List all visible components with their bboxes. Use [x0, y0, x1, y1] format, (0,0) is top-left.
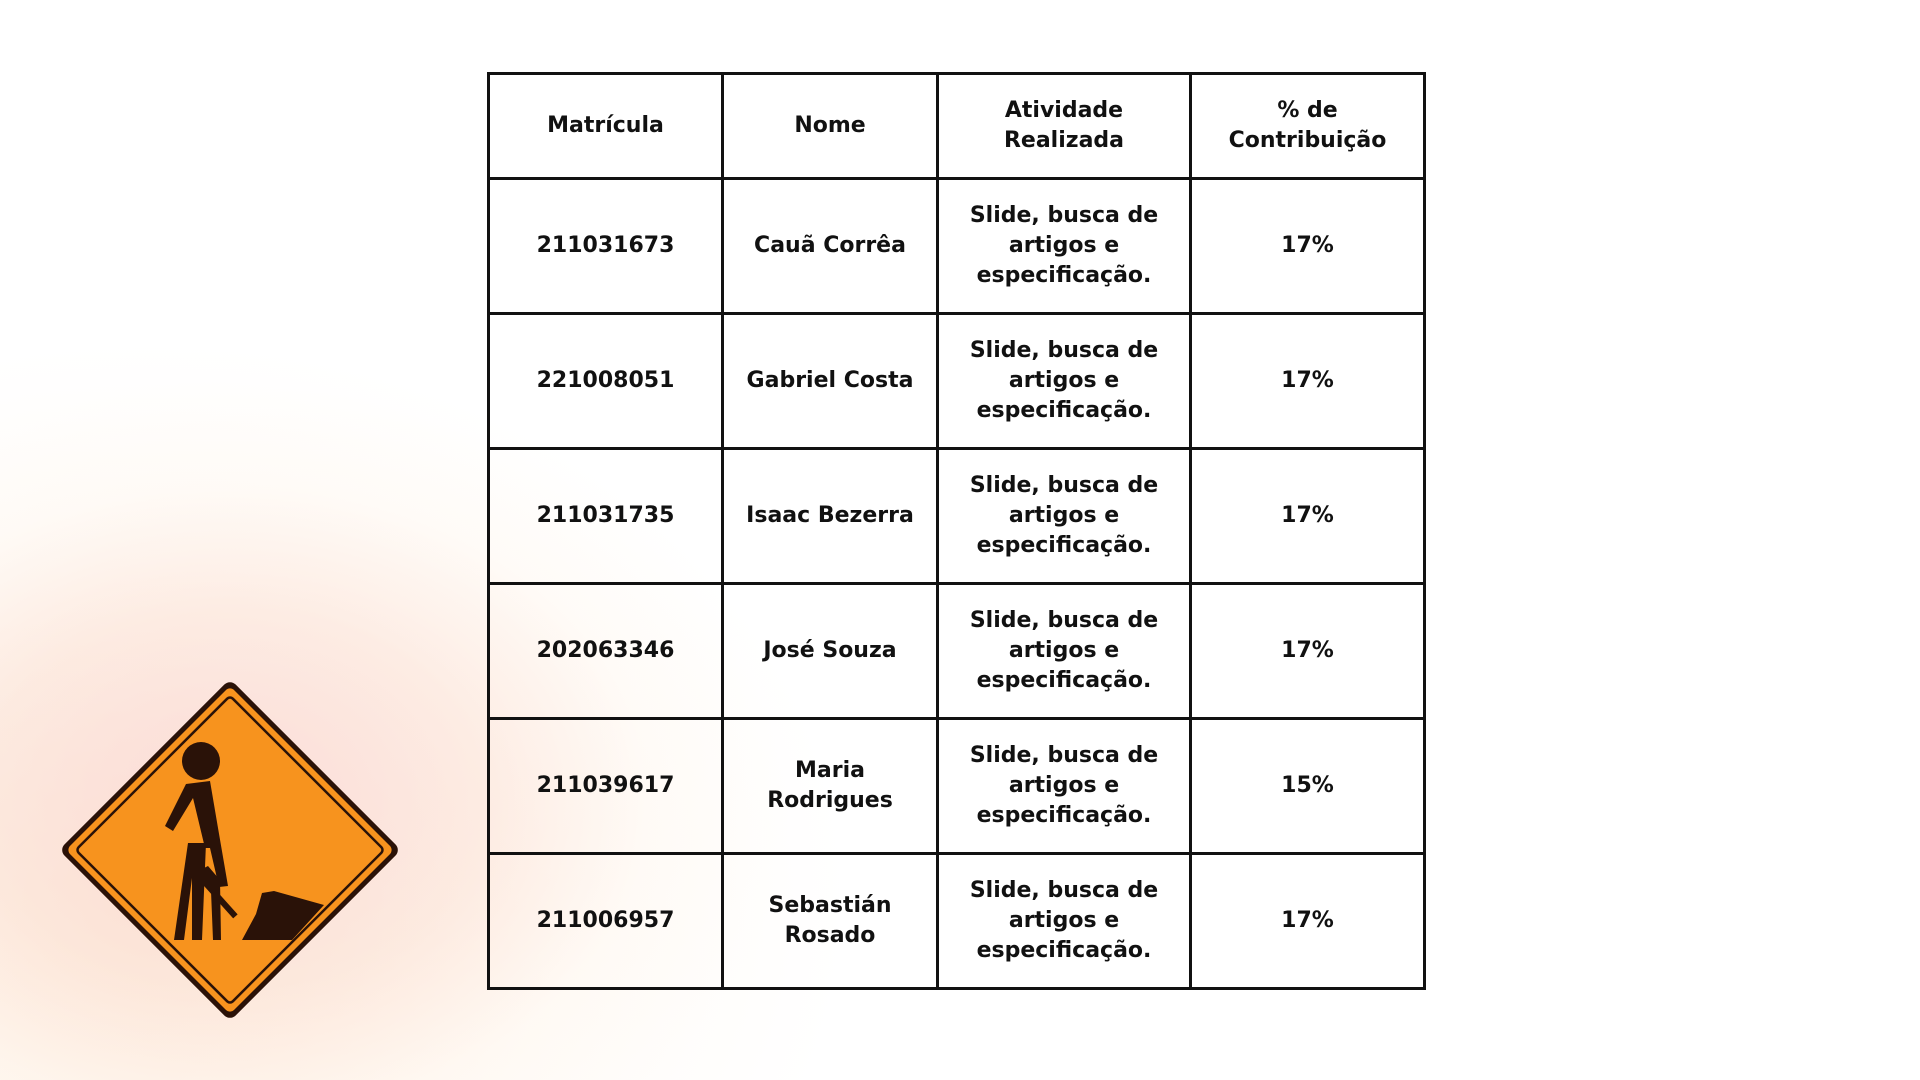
table-row — [489, 449, 1425, 584]
table-row — [489, 719, 1425, 854]
activity-line1: Slide, busca de — [969, 203, 1159, 228]
registration-value: 211031673 — [536, 233, 675, 258]
cell-name — [723, 179, 938, 314]
activity-line2: artigos e — [1008, 368, 1120, 393]
activity-line3: especificação. — [976, 668, 1152, 693]
cell-registration — [489, 719, 723, 854]
activity-line3: especificação. — [976, 803, 1152, 828]
cell-activity — [938, 314, 1191, 449]
activity-line3: especificação. — [976, 398, 1152, 423]
cell-contribution — [1191, 179, 1425, 314]
name-line1: Isaac Bezerra — [746, 503, 914, 528]
contribution-value: 17% — [1281, 368, 1334, 393]
table-header-row — [489, 74, 1425, 179]
table-row — [489, 314, 1425, 449]
activity-line2: artigos e — [1008, 638, 1120, 663]
cell-registration — [489, 179, 723, 314]
header-activity — [938, 74, 1191, 179]
cell-name — [723, 449, 938, 584]
activity-line3: especificação. — [976, 263, 1152, 288]
cell-registration — [489, 854, 723, 989]
name-line2: Rodrigues — [767, 788, 893, 813]
registration-value: 211039617 — [536, 773, 675, 798]
cell-activity — [938, 584, 1191, 719]
registration-value: 202063346 — [536, 638, 675, 663]
contribution-value: 17% — [1281, 233, 1334, 258]
sign-face — [66, 686, 394, 1014]
header-contribution-line1: % de — [1277, 98, 1338, 123]
cell-registration — [489, 584, 723, 719]
cell-name — [723, 719, 938, 854]
header-name-label: Nome — [794, 113, 866, 138]
contribution-table — [487, 72, 1426, 990]
activity-line3: especificação. — [976, 533, 1152, 558]
registration-value: 211031735 — [536, 503, 675, 528]
name-line1: Gabriel Costa — [746, 368, 914, 393]
cell-registration — [489, 449, 723, 584]
activity-line2: artigos e — [1008, 233, 1120, 258]
header-registration-label: Matrícula — [547, 113, 664, 138]
cell-activity — [938, 854, 1191, 989]
cell-contribution — [1191, 719, 1425, 854]
header-contribution-line2: Contribuição — [1228, 128, 1387, 153]
contribution-table-container — [487, 72, 1423, 990]
registration-value: 221008051 — [536, 368, 675, 393]
activity-line1: Slide, busca de — [969, 743, 1159, 768]
contribution-value: 15% — [1281, 773, 1334, 798]
cell-activity — [938, 179, 1191, 314]
cell-registration — [489, 314, 723, 449]
activity-line1: Slide, busca de — [969, 878, 1159, 903]
registration-value: 211006957 — [536, 908, 675, 933]
header-activity-line2: Realizada — [1003, 128, 1125, 153]
road-work-sign-icon — [58, 678, 402, 1022]
cell-contribution — [1191, 314, 1425, 449]
header-activity-line1: Atividade — [1004, 98, 1124, 123]
name-line1: Cauã Corrêa — [754, 233, 906, 258]
activity-line2: artigos e — [1008, 908, 1120, 933]
name-line2: Rosado — [784, 923, 876, 948]
activity-line2: artigos e — [1008, 773, 1120, 798]
activity-line2: artigos e — [1008, 503, 1120, 528]
cell-name — [723, 314, 938, 449]
contribution-value: 17% — [1281, 908, 1334, 933]
header-registration — [489, 74, 723, 179]
cell-activity — [938, 719, 1191, 854]
name-line1: Maria — [795, 758, 865, 783]
cell-contribution — [1191, 584, 1425, 719]
table-row — [489, 854, 1425, 989]
name-line1: José Souza — [763, 638, 897, 663]
header-name — [723, 74, 938, 179]
activity-line1: Slide, busca de — [969, 338, 1159, 363]
contribution-value: 17% — [1281, 503, 1334, 528]
header-contribution — [1191, 74, 1425, 179]
table-row — [489, 584, 1425, 719]
cell-name — [723, 584, 938, 719]
activity-line1: Slide, busca de — [969, 473, 1159, 498]
cell-activity — [938, 449, 1191, 584]
contribution-value: 17% — [1281, 638, 1334, 663]
activity-line3: especificação. — [976, 938, 1152, 963]
table-row — [489, 179, 1425, 314]
cell-name — [723, 854, 938, 989]
activity-line1: Slide, busca de — [969, 608, 1159, 633]
cell-contribution — [1191, 854, 1425, 989]
cell-contribution — [1191, 449, 1425, 584]
name-line1: Sebastián — [768, 893, 892, 918]
